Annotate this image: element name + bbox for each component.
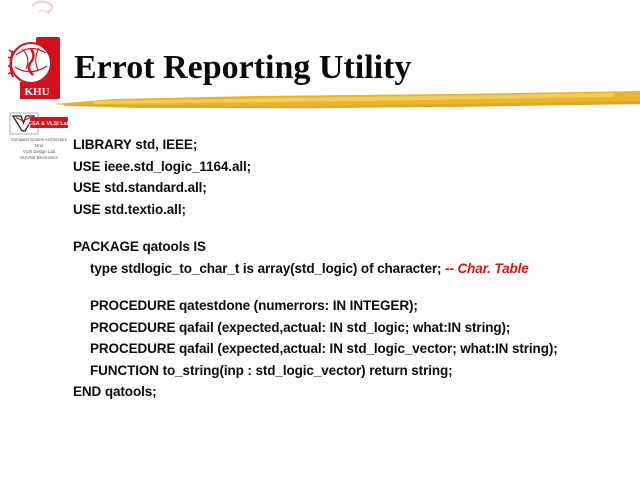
code-line [73, 199, 638, 221]
code-text: type stdlogic_to_char_t is array(std_logic) of character; [90, 260, 446, 276]
code-line [73, 295, 638, 317]
code-text: END qatools; [73, 384, 157, 399]
code-line [73, 156, 638, 178]
lab-logo [6, 111, 72, 163]
code-text: USE ieee.std_logic_1164.all; [73, 158, 252, 174]
lab-badge-text: CSA & VLSI Lab [28, 120, 70, 127]
gold-brush-divider [54, 88, 640, 116]
code-text: PROCEDURE qatestdone (numerrors: IN INTEGER); [90, 298, 418, 313]
lab-line-3: VLSI Design Lab [22, 149, 56, 154]
code-text: PROCEDURE qafail (expected,actual: IN std_logic_vector; what:IN string); [90, 341, 558, 356]
code-text: LIBRARY std, IEEE; [73, 137, 198, 152]
khu-logo-text: KHU [24, 86, 50, 98]
khu-university-logo [8, 37, 60, 100]
code-blank-line [73, 279, 638, 295]
code-line [73, 134, 638, 156]
code-comment: -- Char. Table [445, 260, 529, 276]
code-line [73, 360, 638, 382]
slide-title: Errot Reporting Utility [74, 49, 412, 86]
code-line [73, 236, 638, 258]
code-line [73, 177, 638, 199]
code-text: PROCEDURE qafail (expected,actual: IN std_logic; what:IN string); [90, 319, 511, 335]
code-text: USE std.textio.all; [73, 201, 186, 217]
lab-line-2: Unit [35, 143, 43, 148]
code-block [73, 134, 638, 403]
code-text: PACKAGE qatools IS [73, 239, 206, 254]
lab-line-1: Computer System Architecture [11, 137, 68, 142]
code-line [73, 338, 638, 360]
code-text: USE std.standard.all; [73, 180, 207, 195]
code-blank-line [73, 220, 638, 236]
code-line [73, 381, 638, 403]
code-text: FUNCTION to_string(inp : std_logic_vector) return string; [90, 362, 453, 378]
code-line [73, 258, 638, 280]
code-line [73, 317, 638, 339]
faint-swirl-decoration [24, 0, 58, 22]
lab-line-4: KHUNS Electronics [20, 155, 58, 160]
